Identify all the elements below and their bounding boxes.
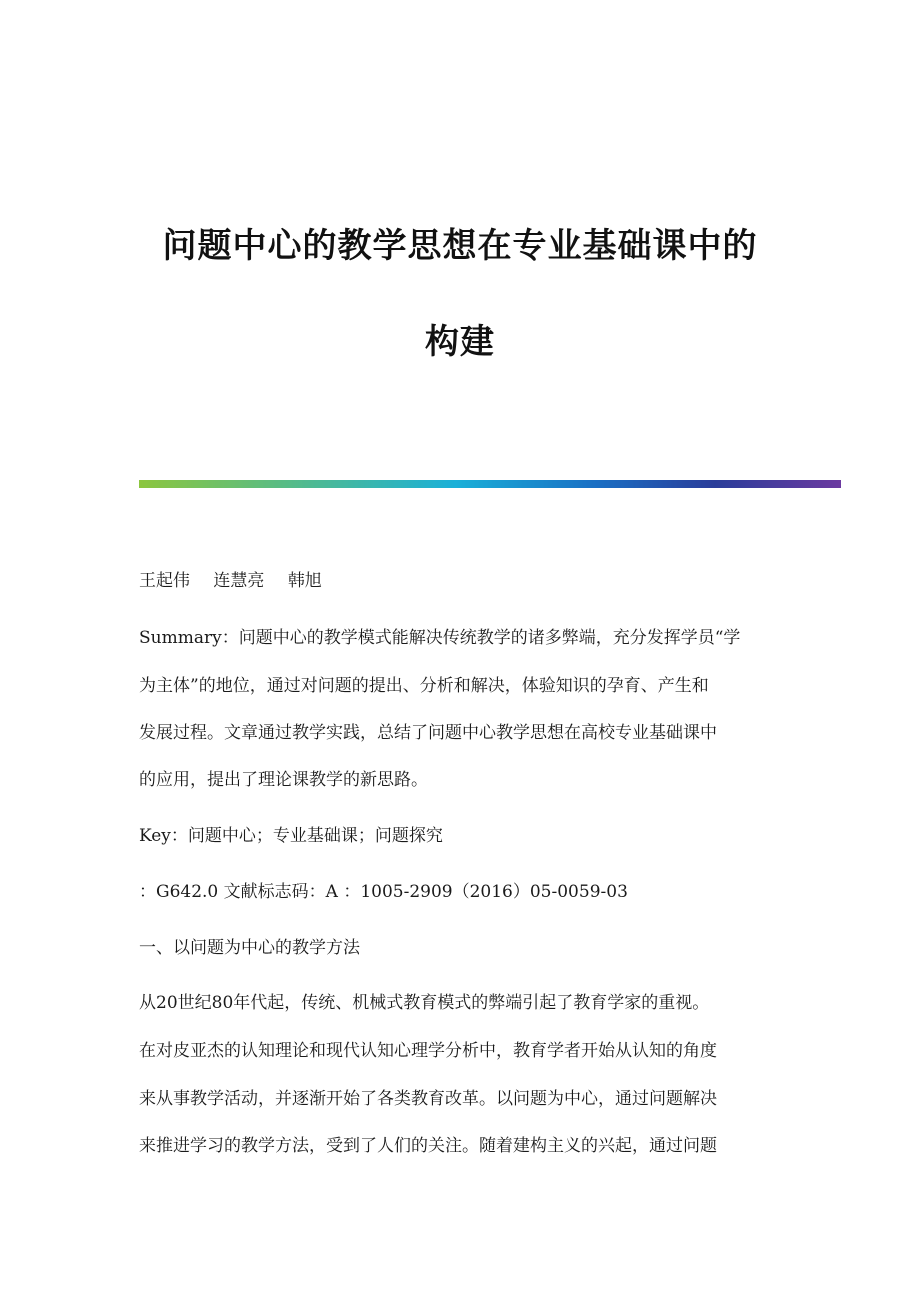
keywords: Key：问题中心；专业基础课；问题探究 [139,826,443,846]
author-name: 连慧亮 [213,571,265,591]
document-title-line-2: 构建 [425,322,495,362]
classification-info: ：G642.0 文献标志码：A ：1005-2909（2016）05-0059-03 [139,882,628,902]
author-name: 王起伟 [139,571,190,591]
gradient-divider [139,480,841,488]
body-line: 来从事教学活动，并逐渐开始了各类教育改革。以问题为中心，通过问题解决 [139,1089,717,1109]
summary-line: 的应用，提出了理论课教学的新思路。 [139,770,428,790]
body-line: 来推进学习的教学方法，受到了人们的关注。随着建构主义的兴起，通过问题 [139,1136,717,1156]
body-line: 从20世纪80年代起，传统、机械式教育模式的弊端引起了教育学家的重视。 [139,993,710,1013]
summary-line: 为主体”的地位，通过对问题的提出、分析和解决，体验知识的孕育、产生和 [139,676,709,696]
author-name: 韩旭 [287,571,322,591]
document-title-line-1: 问题中心的教学思想在专业基础课中的 [162,226,758,266]
body-line: 在对皮亚杰的认知理论和现代认知心理学分析中，教育学者开始从认知的角度 [139,1041,717,1061]
section-heading: 一、以问题为中心的教学方法 [139,938,360,958]
author-list [139,568,789,595]
summary-line: 发展过程。文章通过教学实践，总结了问题中心教学思想在高校专业基础课中 [139,723,717,743]
summary-line: Summary：问题中心的教学模式能解决传统教学的诸多弊端，充分发挥学员“学 [139,628,741,648]
